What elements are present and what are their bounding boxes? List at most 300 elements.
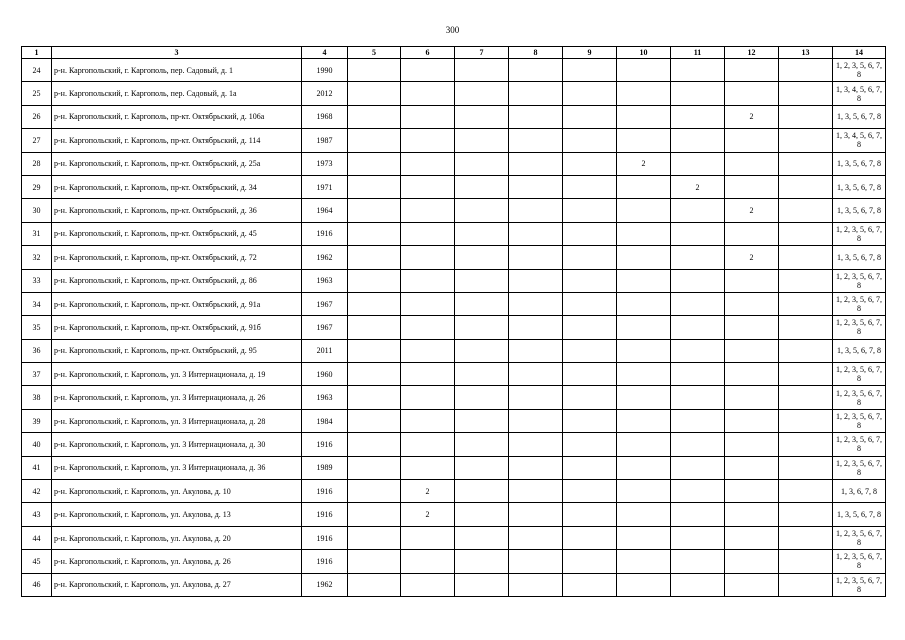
row-number-cell: 41 [22, 456, 52, 479]
col6-cell [401, 82, 455, 105]
col13-cell [779, 82, 833, 105]
col5-cell [348, 129, 401, 152]
col10-cell [617, 246, 671, 269]
table-header-row [22, 47, 886, 59]
col6-cell [401, 526, 455, 549]
col12-cell [725, 480, 779, 503]
year-cell: 1916 [302, 503, 348, 526]
year-cell: 1916 [302, 480, 348, 503]
table-row [22, 409, 886, 432]
col9-cell [563, 129, 617, 152]
col5-cell [348, 409, 401, 432]
row-number-cell: 28 [22, 152, 52, 175]
col5-cell [348, 480, 401, 503]
row-number-cell: 37 [22, 363, 52, 386]
table-row [22, 480, 886, 503]
year-cell: 1916 [302, 526, 348, 549]
col12-cell [725, 339, 779, 362]
year-cell: 2011 [302, 339, 348, 362]
address-cell: р-н. Каргопольский, г. Каргополь, пр-кт. Октябрьский, д. 45 [52, 222, 302, 245]
col9-cell [563, 503, 617, 526]
row-number-cell: 33 [22, 269, 52, 292]
col8-cell [509, 246, 563, 269]
col5-cell [348, 175, 401, 198]
row-number-cell: 30 [22, 199, 52, 222]
col12-cell [725, 269, 779, 292]
col13-cell [779, 573, 833, 596]
col6-cell [401, 339, 455, 362]
col14-cell: 1, 3, 5, 6, 7, 8 [833, 199, 886, 222]
column-header: 11 [671, 47, 725, 59]
col6-cell [401, 246, 455, 269]
year-cell: 1960 [302, 363, 348, 386]
col13-cell [779, 433, 833, 456]
col7-cell [455, 339, 509, 362]
col14-cell: 1, 2, 3, 5, 6, 7, 8 [833, 433, 886, 456]
col6-cell [401, 456, 455, 479]
col13-cell [779, 339, 833, 362]
col9-cell [563, 363, 617, 386]
col7-cell [455, 526, 509, 549]
col14-cell: 1, 2, 3, 5, 6, 7, 8 [833, 409, 886, 432]
col6-cell [401, 292, 455, 315]
col9-cell [563, 480, 617, 503]
col13-cell [779, 129, 833, 152]
col12-cell [725, 526, 779, 549]
col12-cell [725, 550, 779, 573]
address-cell: р-н. Каргопольский, г. Каргополь, ул. 3 Интернационала, д. 28 [52, 409, 302, 432]
col14-cell: 1, 3, 5, 6, 7, 8 [833, 339, 886, 362]
table-row [22, 199, 886, 222]
col5-cell [348, 82, 401, 105]
col5-cell [348, 269, 401, 292]
col11-cell [671, 480, 725, 503]
col8-cell [509, 129, 563, 152]
col14-cell: 1, 3, 4, 5, 6, 7, 8 [833, 82, 886, 105]
row-number-cell: 44 [22, 526, 52, 549]
col10-cell [617, 105, 671, 128]
col13-cell [779, 269, 833, 292]
col6-cell [401, 105, 455, 128]
col13-cell [779, 526, 833, 549]
col12-cell [725, 363, 779, 386]
col8-cell [509, 222, 563, 245]
column-header: 4 [302, 47, 348, 59]
address-cell: р-н. Каргопольский, г. Каргополь, пр-кт. Октябрьский, д. 34 [52, 175, 302, 198]
col7-cell [455, 246, 509, 269]
col6-cell [401, 222, 455, 245]
col8-cell [509, 316, 563, 339]
row-number-cell: 36 [22, 339, 52, 362]
col10-cell [617, 456, 671, 479]
col5-cell [348, 59, 401, 82]
row-number-cell: 35 [22, 316, 52, 339]
col11-cell [671, 456, 725, 479]
col7-cell [455, 269, 509, 292]
year-cell: 1962 [302, 573, 348, 596]
col10-cell [617, 526, 671, 549]
address-cell: р-н. Каргопольский, г. Каргополь, пр-кт. Октябрьский, д. 106а [52, 105, 302, 128]
col13-cell [779, 409, 833, 432]
col8-cell [509, 433, 563, 456]
col5-cell [348, 292, 401, 315]
table-row [22, 573, 886, 596]
row-number-cell: 32 [22, 246, 52, 269]
column-header: 6 [401, 47, 455, 59]
address-cell: р-н. Каргопольский, г. Каргополь, ул. 3 Интернационала, д. 30 [52, 433, 302, 456]
col10-cell [617, 573, 671, 596]
table-row [22, 456, 886, 479]
col7-cell [455, 386, 509, 409]
table-row [22, 433, 886, 456]
col5-cell [348, 433, 401, 456]
col8-cell [509, 152, 563, 175]
col12-cell [725, 573, 779, 596]
col7-cell [455, 480, 509, 503]
col7-cell [455, 105, 509, 128]
col6-cell [401, 409, 455, 432]
table-row [22, 269, 886, 292]
row-number-cell: 24 [22, 59, 52, 82]
col9-cell [563, 246, 617, 269]
col10-cell [617, 222, 671, 245]
col11-cell [671, 363, 725, 386]
col12-cell [725, 456, 779, 479]
col7-cell [455, 175, 509, 198]
col10-cell [617, 82, 671, 105]
col6-cell [401, 316, 455, 339]
col11-cell [671, 433, 725, 456]
col12-cell [725, 316, 779, 339]
col7-cell [455, 129, 509, 152]
col10-cell [617, 269, 671, 292]
year-cell: 1962 [302, 246, 348, 269]
row-number-cell: 46 [22, 573, 52, 596]
row-number-cell: 31 [22, 222, 52, 245]
col8-cell [509, 59, 563, 82]
col8-cell [509, 409, 563, 432]
table-row [22, 175, 886, 198]
col11-cell: 2 [671, 175, 725, 198]
col5-cell [348, 316, 401, 339]
col11-cell [671, 339, 725, 362]
col6-cell [401, 386, 455, 409]
col14-cell: 1, 2, 3, 5, 6, 7, 8 [833, 573, 886, 596]
year-cell: 1984 [302, 409, 348, 432]
col6-cell [401, 269, 455, 292]
col12-cell [725, 129, 779, 152]
page-number: 300 [445, 25, 460, 35]
col7-cell [455, 456, 509, 479]
year-cell: 1973 [302, 152, 348, 175]
address-cell: р-н. Каргопольский, г. Каргополь, ул. Акулова, д. 20 [52, 526, 302, 549]
col13-cell [779, 550, 833, 573]
col9-cell [563, 550, 617, 573]
table-row [22, 105, 886, 128]
column-header: 12 [725, 47, 779, 59]
col9-cell [563, 573, 617, 596]
col12-cell [725, 59, 779, 82]
col6-cell: 2 [401, 480, 455, 503]
col6-cell [401, 363, 455, 386]
year-cell: 1916 [302, 222, 348, 245]
col13-cell [779, 175, 833, 198]
col13-cell [779, 316, 833, 339]
col11-cell [671, 316, 725, 339]
year-cell: 1964 [302, 199, 348, 222]
col12-cell: 2 [725, 105, 779, 128]
col12-cell [725, 409, 779, 432]
address-cell: р-н. Каргопольский, г. Каргополь, ул. 3 Интернационала, д. 36 [52, 456, 302, 479]
year-cell: 1916 [302, 550, 348, 573]
col5-cell [348, 152, 401, 175]
col5-cell [348, 199, 401, 222]
col9-cell [563, 339, 617, 362]
year-cell: 2012 [302, 82, 348, 105]
address-cell: р-н. Каргопольский, г. Каргополь, ул. Акулова, д. 26 [52, 550, 302, 573]
table-body [22, 59, 886, 597]
col14-cell: 1, 2, 3, 5, 6, 7, 8 [833, 316, 886, 339]
col9-cell [563, 82, 617, 105]
col14-cell: 1, 2, 3, 5, 6, 7, 8 [833, 59, 886, 82]
col10-cell [617, 386, 671, 409]
table-row [22, 82, 886, 105]
col5-cell [348, 573, 401, 596]
col5-cell [348, 246, 401, 269]
col14-cell: 1, 2, 3, 5, 6, 7, 8 [833, 222, 886, 245]
col10-cell [617, 175, 671, 198]
col6-cell: 2 [401, 503, 455, 526]
address-cell: р-н. Каргопольский, г. Каргополь, ул. 3 Интернационала, д. 19 [52, 363, 302, 386]
col6-cell [401, 433, 455, 456]
col8-cell [509, 363, 563, 386]
col13-cell [779, 152, 833, 175]
housing-table [21, 46, 886, 597]
col12-cell [725, 175, 779, 198]
col13-cell [779, 246, 833, 269]
col9-cell [563, 433, 617, 456]
col7-cell [455, 316, 509, 339]
col7-cell [455, 59, 509, 82]
col9-cell [563, 409, 617, 432]
col5-cell [348, 503, 401, 526]
col9-cell [563, 316, 617, 339]
col10-cell [617, 199, 671, 222]
col11-cell [671, 292, 725, 315]
col11-cell [671, 199, 725, 222]
col5-cell [348, 386, 401, 409]
col7-cell [455, 409, 509, 432]
year-cell: 1963 [302, 269, 348, 292]
row-number-cell: 40 [22, 433, 52, 456]
row-number-cell: 27 [22, 129, 52, 152]
column-header: 9 [563, 47, 617, 59]
table-row [22, 526, 886, 549]
col7-cell [455, 199, 509, 222]
col8-cell [509, 292, 563, 315]
col7-cell [455, 152, 509, 175]
col13-cell [779, 456, 833, 479]
column-header: 8 [509, 47, 563, 59]
col14-cell: 1, 3, 6, 7, 8 [833, 480, 886, 503]
col7-cell [455, 550, 509, 573]
col5-cell [348, 222, 401, 245]
table-row [22, 292, 886, 315]
col7-cell [455, 573, 509, 596]
col7-cell [455, 433, 509, 456]
col10-cell [617, 363, 671, 386]
col11-cell [671, 550, 725, 573]
col11-cell [671, 152, 725, 175]
col9-cell [563, 175, 617, 198]
col11-cell [671, 409, 725, 432]
col6-cell [401, 175, 455, 198]
col11-cell [671, 269, 725, 292]
col10-cell [617, 316, 671, 339]
col5-cell [348, 456, 401, 479]
row-number-cell: 34 [22, 292, 52, 315]
column-header: 7 [455, 47, 509, 59]
row-number-cell: 45 [22, 550, 52, 573]
table-row [22, 550, 886, 573]
col9-cell [563, 59, 617, 82]
col10-cell [617, 339, 671, 362]
table-row [22, 152, 886, 175]
col8-cell [509, 269, 563, 292]
col8-cell [509, 480, 563, 503]
col9-cell [563, 269, 617, 292]
col14-cell: 1, 2, 3, 5, 6, 7, 8 [833, 269, 886, 292]
col8-cell [509, 82, 563, 105]
table-row [22, 129, 886, 152]
col14-cell: 1, 3, 4, 5, 6, 7, 8 [833, 129, 886, 152]
col7-cell [455, 363, 509, 386]
col8-cell [509, 199, 563, 222]
col5-cell [348, 550, 401, 573]
address-cell: р-н. Каргопольский, г. Каргополь, ул. 3 Интернационала, д. 26 [52, 386, 302, 409]
col6-cell [401, 129, 455, 152]
col9-cell [563, 105, 617, 128]
col14-cell: 1, 3, 5, 6, 7, 8 [833, 175, 886, 198]
col11-cell [671, 82, 725, 105]
year-cell: 1963 [302, 386, 348, 409]
col14-cell: 1, 3, 5, 6, 7, 8 [833, 246, 886, 269]
col14-cell: 1, 3, 5, 6, 7, 8 [833, 105, 886, 128]
col14-cell: 1, 3, 5, 6, 7, 8 [833, 503, 886, 526]
column-header: 14 [833, 47, 886, 59]
col11-cell [671, 246, 725, 269]
col14-cell: 1, 2, 3, 5, 6, 7, 8 [833, 386, 886, 409]
col6-cell [401, 573, 455, 596]
row-number-cell: 25 [22, 82, 52, 105]
row-number-cell: 26 [22, 105, 52, 128]
col14-cell: 1, 2, 3, 5, 6, 7, 8 [833, 363, 886, 386]
table-row [22, 503, 886, 526]
col5-cell [348, 105, 401, 128]
col13-cell [779, 105, 833, 128]
row-number-cell: 42 [22, 480, 52, 503]
col5-cell [348, 526, 401, 549]
col6-cell [401, 59, 455, 82]
table-row [22, 386, 886, 409]
year-cell: 1971 [302, 175, 348, 198]
address-cell: р-н. Каргопольский, г. Каргополь, пер. Садовый, д. 1а [52, 82, 302, 105]
address-cell: р-н. Каргопольский, г. Каргополь, пр-кт. Октябрьский, д. 36 [52, 199, 302, 222]
col9-cell [563, 292, 617, 315]
col6-cell [401, 550, 455, 573]
year-cell: 1990 [302, 59, 348, 82]
col14-cell: 1, 2, 3, 5, 6, 7, 8 [833, 526, 886, 549]
column-header: 13 [779, 47, 833, 59]
col11-cell [671, 129, 725, 152]
address-cell: р-н. Каргопольский, г. Каргополь, пр-кт. Октябрьский, д. 114 [52, 129, 302, 152]
col10-cell [617, 433, 671, 456]
col11-cell [671, 105, 725, 128]
col9-cell [563, 199, 617, 222]
row-number-cell: 39 [22, 409, 52, 432]
row-number-cell: 43 [22, 503, 52, 526]
col8-cell [509, 386, 563, 409]
address-cell: р-н. Каргопольский, г. Каргополь, пер. Садовый, д. 1 [52, 59, 302, 82]
address-cell: р-н. Каргопольский, г. Каргополь, пр-кт. Октябрьский, д. 25а [52, 152, 302, 175]
col10-cell [617, 59, 671, 82]
year-cell: 1967 [302, 316, 348, 339]
col9-cell [563, 526, 617, 549]
col7-cell [455, 222, 509, 245]
column-header: 10 [617, 47, 671, 59]
row-number-cell: 29 [22, 175, 52, 198]
col13-cell [779, 363, 833, 386]
col13-cell [779, 292, 833, 315]
col5-cell [348, 339, 401, 362]
col13-cell [779, 386, 833, 409]
col10-cell [617, 503, 671, 526]
address-cell: р-н. Каргопольский, г. Каргополь, пр-кт. Октябрьский, д. 95 [52, 339, 302, 362]
col8-cell [509, 526, 563, 549]
col8-cell [509, 175, 563, 198]
table-row [22, 316, 886, 339]
year-cell: 1967 [302, 292, 348, 315]
col10-cell [617, 550, 671, 573]
col14-cell: 1, 2, 3, 5, 6, 7, 8 [833, 456, 886, 479]
col12-cell: 2 [725, 199, 779, 222]
col8-cell [509, 339, 563, 362]
col10-cell [617, 409, 671, 432]
col9-cell [563, 152, 617, 175]
address-cell: р-н. Каргопольский, г. Каргополь, ул. Акулова, д. 27 [52, 573, 302, 596]
col13-cell [779, 59, 833, 82]
col13-cell [779, 222, 833, 245]
column-header: 1 [22, 47, 52, 59]
col10-cell: 2 [617, 152, 671, 175]
col11-cell [671, 59, 725, 82]
address-cell: р-н. Каргопольский, г. Каргополь, пр-кт. Октябрьский, д. 91а [52, 292, 302, 315]
table-row [22, 222, 886, 245]
col9-cell [563, 222, 617, 245]
col14-cell: 1, 2, 3, 5, 6, 7, 8 [833, 292, 886, 315]
col11-cell [671, 573, 725, 596]
col6-cell [401, 152, 455, 175]
col14-cell: 1, 2, 3, 5, 6, 7, 8 [833, 550, 886, 573]
col12-cell [725, 222, 779, 245]
col12-cell [725, 386, 779, 409]
table-row [22, 59, 886, 82]
address-cell: р-н. Каргопольский, г. Каргополь, ул. Акулова, д. 13 [52, 503, 302, 526]
col8-cell [509, 573, 563, 596]
col11-cell [671, 503, 725, 526]
col11-cell [671, 222, 725, 245]
address-cell: р-н. Каргопольский, г. Каргополь, пр-кт. Октябрьский, д. 86 [52, 269, 302, 292]
